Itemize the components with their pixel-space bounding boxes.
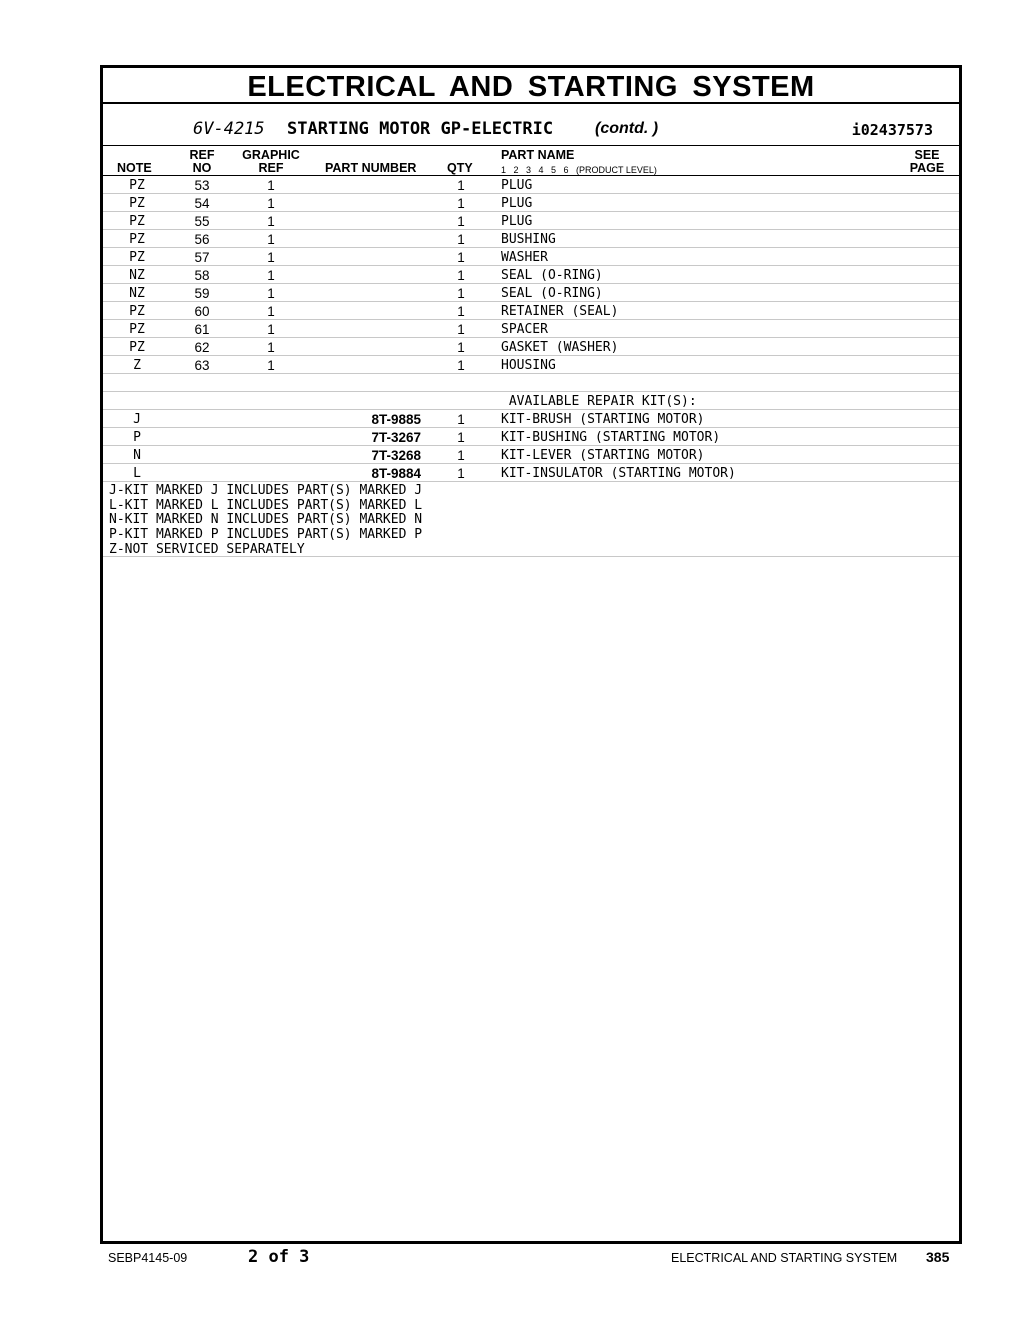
graphic-ref-cell: 1 [267,232,275,247]
group-id: i02437573 [851,121,933,139]
table-row [103,284,959,302]
qty-cell: 1 [457,412,465,427]
qty-cell: 1 [457,358,465,373]
ref-cell: 55 [194,214,210,229]
ref-cell: 53 [194,178,210,193]
col-see-bottom: PAGE [909,161,945,175]
qty-cell: 1 [457,196,465,211]
part-name-cell: KIT-INSULATOR (STARTING MOTOR) [501,466,736,481]
col-product-level: 1 2 3 4 5 6 (PRODUCT LEVEL) [501,165,657,175]
ref-cell: 56 [194,232,210,247]
note-cell: PZ [129,232,145,247]
table-row [103,212,959,230]
qty-cell: 1 [457,178,465,193]
table-row [103,302,959,320]
part-name-cell: RETAINER (SEAL) [501,304,619,319]
qty-cell: 1 [457,232,465,247]
ref-cell: 60 [194,304,210,319]
qty-cell: 1 [457,304,465,319]
table-row [103,320,959,338]
table-row [103,230,959,248]
page-of: 2 of 3 [248,1247,310,1267]
qty-cell: 1 [457,448,465,463]
part-name-cell: SEAL (O-RING) [501,268,603,283]
col-ref-top: REF [189,148,215,162]
note-cell: PZ [129,322,145,337]
qty-cell: 1 [457,250,465,265]
qty-cell: 1 [457,322,465,337]
graphic-ref-cell: 1 [267,196,275,211]
note-cell: N [133,448,141,463]
footnotes [103,482,959,557]
group-number: 6V-4215 [193,119,265,139]
part-name-cell: PLUG [501,214,533,229]
part-number-cell: 8T-9885 [371,412,421,427]
footnote-line: P-KIT MARKED P INCLUDES PART(S) MARKED P [109,527,423,543]
page-footer [0,1244,1020,1274]
qty-cell: 1 [457,466,465,481]
part-number-cell: 7T-3267 [371,430,421,445]
table-row [103,446,959,464]
note-cell: PZ [129,250,145,265]
table-row [103,248,959,266]
qty-cell: 1 [457,268,465,283]
table-row [103,194,959,212]
note-cell: NZ [129,268,145,283]
col-ref-bottom: NO [192,161,212,175]
group-contd: (contd. ) [595,120,659,137]
table-row [103,356,959,374]
part-number-cell: 7T-3268 [371,448,421,463]
footnote-line: Z-NOT SERVICED SEPARATELY [109,541,305,557]
footnote-line: N-KIT MARKED N INCLUDES PART(S) MARKED N [109,512,423,528]
part-name-cell: SEAL (O-RING) [501,286,603,301]
graphic-ref-cell: 1 [267,250,275,265]
graphic-ref-cell: 1 [267,178,275,193]
table-row [103,374,959,392]
part-name-cell: AVAILABLE REPAIR KIT(S): [501,394,697,409]
ref-cell: 54 [194,196,210,211]
part-name-cell: SPACER [501,322,548,337]
table-row [103,410,959,428]
page-title: ELECTRICAL AND STARTING SYSTEM [103,68,959,104]
graphic-ref-cell: 1 [267,340,275,355]
col-see-top: SEE [914,148,940,162]
page-number: 385 [926,1249,950,1265]
table-row [103,392,959,410]
part-name-cell: WASHER [501,250,548,265]
table-row [103,176,959,194]
ref-cell: 58 [194,268,210,283]
table-header [103,146,959,176]
part-name-cell: PLUG [501,178,533,193]
part-name-cell: KIT-LEVER (STARTING MOTOR) [501,448,705,463]
qty-cell: 1 [457,286,465,301]
part-name-cell: HOUSING [501,358,556,373]
note-cell: PZ [129,214,145,229]
ref-cell: 61 [194,322,210,337]
table-row [103,266,959,284]
group-name: STARTING MOTOR GP-ELECTRIC [287,119,554,139]
col-part-number: PART NUMBER [325,161,417,175]
table-row [103,464,959,482]
qty-cell: 1 [457,340,465,355]
graphic-ref-cell: 1 [267,286,275,301]
note-cell: J [133,412,141,427]
note-cell: PZ [129,178,145,193]
page-frame [100,65,962,1244]
table-row [103,428,959,446]
part-name-cell: PLUG [501,196,533,211]
note-cell: PZ [129,340,145,355]
note-cell: NZ [129,286,145,301]
col-qty: QTY [447,161,473,175]
note-cell: P [133,430,141,445]
part-name-cell: KIT-BRUSH (STARTING MOTOR) [501,412,705,427]
footnote-line: J-KIT MARKED J INCLUDES PART(S) MARKED J [109,483,423,498]
col-graphic-top: GRAPHIC [242,148,300,162]
parts-table [103,176,959,557]
graphic-ref-cell: 1 [267,322,275,337]
note-cell: PZ [129,196,145,211]
note-cell: PZ [129,304,145,319]
graphic-ref-cell: 1 [267,358,275,373]
part-name-cell: KIT-BUSHING (STARTING MOTOR) [501,430,721,445]
footnote-line: L-KIT MARKED L INCLUDES PART(S) MARKED L [109,497,423,513]
part-number-cell: 8T-9884 [371,466,421,481]
col-note: NOTE [117,161,152,175]
ref-cell: 59 [194,286,210,301]
graphic-ref-cell: 1 [267,268,275,283]
group-header [103,104,959,146]
col-part-name: PART NAME [501,148,575,162]
qty-cell: 1 [457,430,465,445]
note-cell: Z [133,358,141,373]
ref-cell: 63 [194,358,210,373]
footer-section: ELECTRICAL AND STARTING SYSTEM [671,1251,898,1265]
col-graphic-bottom: REF [258,161,284,175]
doc-number: SEBP4145-09 [108,1251,188,1265]
graphic-ref-cell: 1 [267,304,275,319]
part-name-cell: GASKET (WASHER) [501,340,619,355]
note-cell: L [133,466,141,481]
qty-cell: 1 [457,214,465,229]
ref-cell: 57 [194,250,210,265]
table-row [103,338,959,356]
ref-cell: 62 [194,340,210,355]
part-name-cell: BUSHING [501,232,556,247]
graphic-ref-cell: 1 [267,214,275,229]
